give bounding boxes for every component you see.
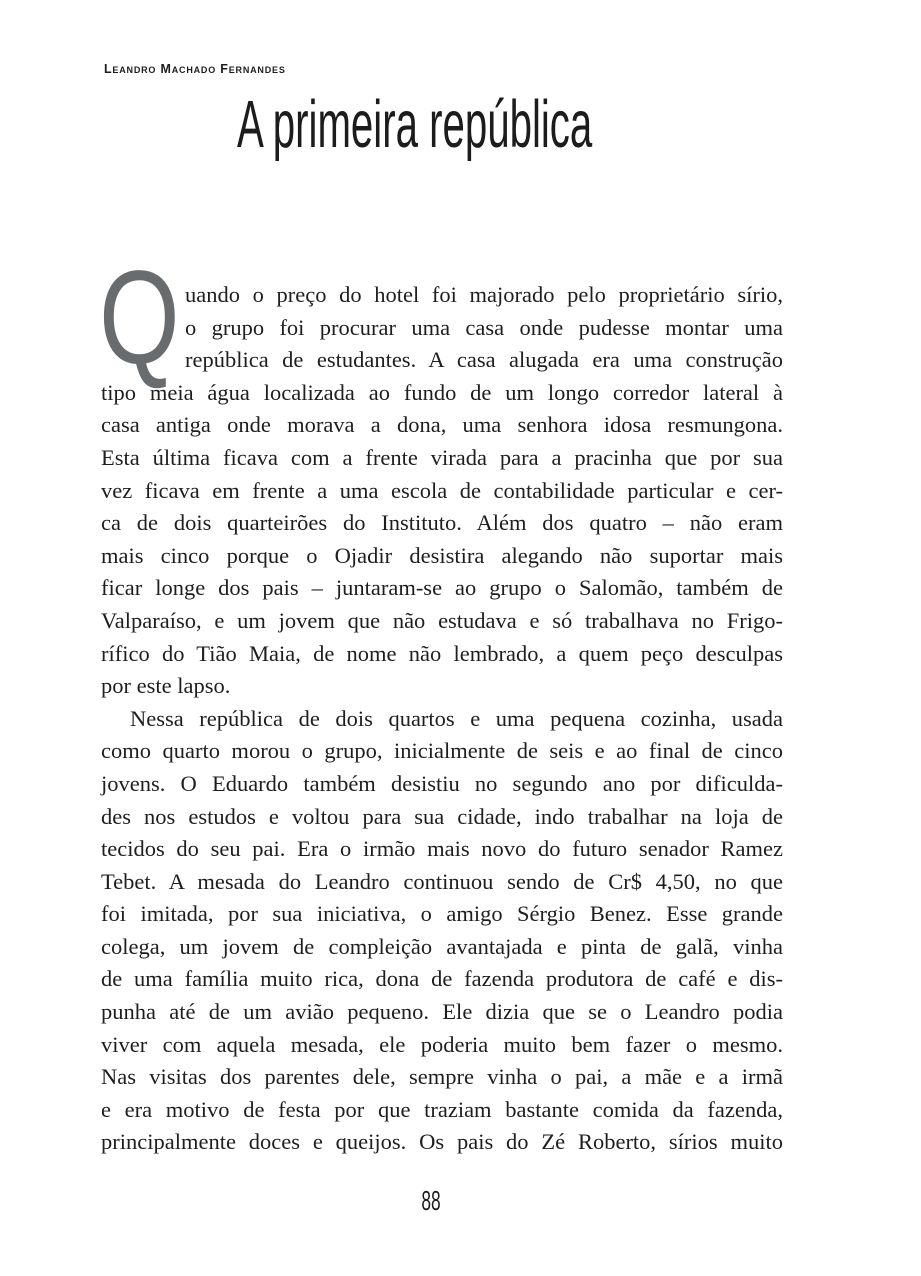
text-line: casa antiga onde morava a dona, uma senhora idosa resmungona. [101,412,783,438]
text-line: foi imitada, por sua iniciativa, o amigo Sérgio Benez. Esse grande [101,901,783,927]
text-line: como quarto morou o grupo, inicialmente de seis e ao final de cinco [101,738,783,764]
drop-cap-letter: Q [99,244,180,392]
text-line: república de estudantes. A casa alugada era uma construção [185,347,783,373]
text-line: tecidos do seu pai. Era o irmão mais novo do futuro senador Ramez [101,836,783,862]
text-line: Tebet. A mesada do Leandro continuou sendo de Cr$ 4,50, no que [101,868,783,894]
text-line: de uma família muito rica, dona de fazenda produtora de café e dis- [101,966,783,992]
text-line: mais cinco porque o Ojadir desistira alegando não suportar mais [101,542,783,568]
page-number: 88 [421,1185,441,1216]
text-line: rífico do Tião Maia, de nome não lembrado, a quem peço desculpas [101,640,783,666]
text-line: Nessa república de dois quartos e uma pequena cozinha, usada [130,705,783,731]
text-line: des nos estudos e voltou para sua cidade, indo trabalhar na loja de [101,803,783,829]
text-line: e era motivo de festa por que traziam bastante comida da fazenda, [101,1096,783,1122]
text-line: tipo meia água localizada ao fundo de um longo corredor lateral à [101,379,783,405]
text-line: jovens. O Eduardo também desistiu no segundo ano por dificulda- [101,770,783,796]
text-line: uando o preço do hotel foi majorado pelo proprietário sírio, [185,282,783,307]
author-running-head: Leandro Machado Fernandes [104,62,286,76]
text-line: o grupo foi procurar uma casa onde pudesse montar uma [185,314,783,340]
chapter-title: A primeira república [237,87,593,162]
body-text-block [101,279,783,1159]
text-line: viver com aquela mesada, ele poderia muito bem fazer o mesmo. [101,1031,783,1057]
text-line: principalmente doces e queijos. Os pais do Zé Roberto, sírios muito [101,1129,783,1155]
text-line: Nas visitas dos parentes dele, sempre vinha o pai, a mãe e a irmã [101,1064,783,1090]
text-line: vez ficava em frente a uma escola de contabilidade particular e cer- [101,477,783,503]
text-line: colega, um jovem de compleição avantajada e pinta de galã, vinha [101,933,783,959]
text-line: punha até de um avião pequeno. Ele dizia que se o Leandro podia [101,999,783,1025]
text-line: ficar longe dos pais – juntaram-se ao grupo o Salomão, também de [101,575,783,601]
text-line: Valparaíso, e um jovem que não estudava e só trabalhava no Frigo- [101,607,783,633]
text-line: por este lapso. [101,673,231,699]
text-line: ca de dois quarteirões do Instituto. Além dos quatro – não eram [101,510,783,536]
text-line: Esta última ficava com a frente virada para a pracinha que por sua [101,444,783,470]
